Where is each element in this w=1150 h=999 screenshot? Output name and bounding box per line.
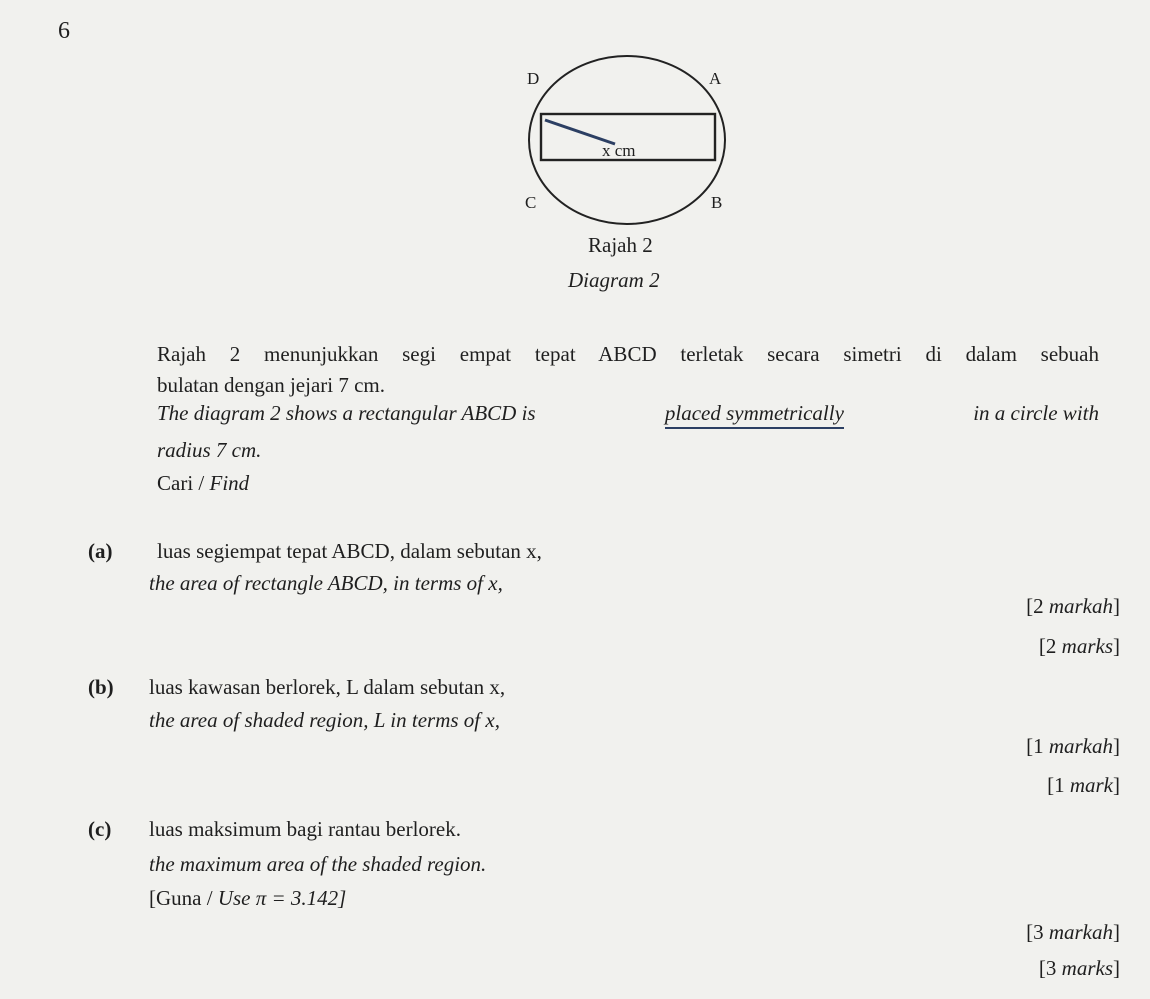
label-x-cm: x cm (602, 141, 636, 160)
caption-malay: Rajah 2 (588, 233, 653, 257)
marks-bracket-open: [1 (1026, 734, 1049, 758)
part-b-malay: luas kawasan berlorek, L dalam sebutan x, (149, 675, 506, 699)
part-c-label: (c) (88, 817, 112, 841)
circle-rectangle-diagram (485, 48, 755, 228)
intro-english-part-2: in a circle with (967, 401, 1099, 425)
marks-bracket-open: [1 (1047, 773, 1070, 797)
marks-word: mark (1069, 773, 1113, 797)
label-d: D (527, 69, 540, 88)
part-a-english: the area of rectangle ABCD, in terms of x, (149, 571, 503, 595)
marks-bracket-open: [2 (1038, 634, 1062, 658)
part-b-marks-english (1047, 773, 1120, 798)
part-c-marks-english-text (1039, 956, 1120, 980)
label-a: A (709, 69, 722, 88)
marks-bracket-open: [3 (1026, 920, 1049, 944)
find-english: Find (209, 471, 250, 495)
part-b-marks-malay (1026, 734, 1120, 759)
part-c-marks-malay-text (1026, 920, 1120, 944)
marks-bracket-close: ] (1113, 594, 1120, 618)
intro-malay-line-2: bulatan dengan jejari 7 cm. (157, 373, 385, 397)
caption-english: Diagram 2 (568, 268, 660, 292)
marks-bracket-close: ] (1113, 956, 1120, 980)
find-instruction (157, 471, 249, 496)
label-b: B (711, 193, 723, 212)
part-c-pi-note (149, 886, 346, 911)
marks-bracket-close: ] (1113, 734, 1120, 758)
part-b-marks-english-text (1047, 773, 1120, 797)
part-a-label: (a) (88, 539, 113, 563)
intro-malay-line-1: Rajah 2 menunjukkan segi empat tepat ABCD terletak secara simetri di dalam sebuah (157, 342, 1099, 366)
marks-bracket-close: ] (1113, 634, 1120, 658)
intro-english-line-1 (157, 401, 1099, 429)
label-c: C (525, 193, 537, 212)
part-b-english: the area of shaded region, L in terms of x, (149, 708, 500, 732)
marks-bracket-open: [3 (1038, 956, 1062, 980)
part-c-marks-english (1039, 956, 1120, 981)
part-c-english: the maximum area of the shaded region. (149, 852, 487, 876)
circle-outline (529, 56, 725, 224)
marks-word: markah (1048, 734, 1113, 758)
marks-word: markah (1048, 594, 1113, 618)
intro-english-part-1: The diagram 2 shows a rectangular ABCD is (157, 401, 541, 425)
part-c-note-malay: [Guna / (149, 886, 218, 910)
part-c-malay: luas maksimum bagi rantau berlorek. (149, 817, 461, 841)
part-a-marks-malay-text (1026, 594, 1120, 618)
part-c-marks-malay (1026, 920, 1120, 945)
part-b-marks-malay-text (1026, 734, 1120, 758)
marks-word: markah (1048, 920, 1113, 944)
find-malay: Cari / (157, 471, 210, 495)
marks-bracket-open: [2 (1026, 594, 1049, 618)
part-b-label: (b) (88, 675, 114, 699)
marks-bracket-close: ] (1113, 920, 1120, 944)
part-a-marks-malay (1026, 594, 1120, 619)
intro-english-line-2: radius 7 cm. (157, 438, 262, 462)
marks-bracket-close: ] (1113, 773, 1120, 797)
part-c-note-english: Use π = 3.142] (217, 886, 347, 910)
marks-word: marks (1061, 956, 1113, 980)
intro-english-underlined: placed symmetrically (665, 401, 844, 429)
part-a-marks-english (1039, 634, 1120, 659)
question-number: 6 (58, 18, 70, 44)
part-a-marks-english-text (1039, 634, 1120, 658)
marks-word: marks (1061, 634, 1113, 658)
part-a-malay: luas segiempat tepat ABCD, dalam sebutan x, (157, 539, 542, 563)
